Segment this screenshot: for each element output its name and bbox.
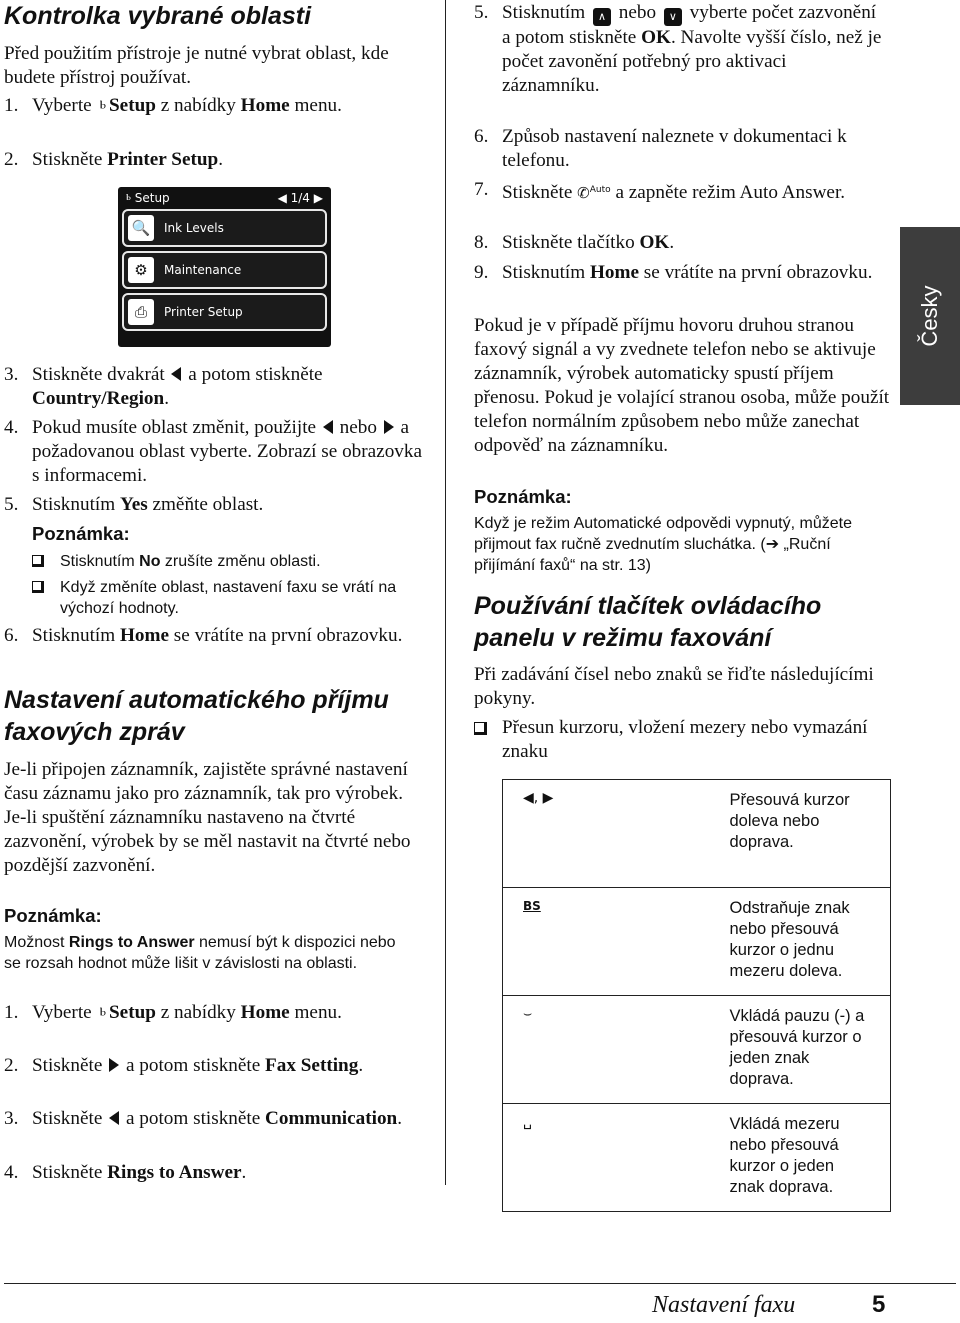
note-heading: Poznámka:: [32, 523, 130, 544]
table-row: [503, 888, 891, 996]
step-6: 6. Stisknutím Home se vrátíte na první obrazovku.: [4, 625, 403, 646]
step-5: 5. Stisknutím Yes změňte oblast.: [4, 494, 264, 515]
table-desc: Vkládá pauzu (-) a přesouvá kurzor o jeden znak doprava.: [718, 996, 891, 1104]
note-heading: Poznámka:: [4, 905, 102, 926]
bullet-cursor: Přesun kurzoru, vložení mezery nebo vymazání znaku: [474, 716, 894, 764]
lcd-item-ink-levels[interactable]: 🔍 Ink Levels: [122, 209, 327, 247]
note-text: Možnost Rings to Answer nemusí být k dispozici nebo se rozsah hodnot může lišit v závislosti na oblasti.: [4, 934, 396, 972]
wrench-icon: ⱃ: [99, 96, 107, 115]
lcd-screen: [118, 187, 331, 347]
right-arrow-icon: ▶: [313, 191, 323, 205]
table-row: [503, 996, 891, 1104]
table-desc: Přesouvá kurzor doleva nebo doprava.: [718, 780, 891, 888]
up-key-icon: ∧: [593, 8, 611, 26]
step-4: 4. Pokud musíte oblast změnit, použijte nebo a požadovanou oblast vyberte. Zobrazí se obrazovka s informacemi.: [4, 417, 422, 486]
step-9r: 9. Stisknutím Home se vrátíte na první obrazovku.: [474, 262, 873, 283]
column-divider: [445, 0, 446, 1185]
table-desc: Vkládá mezeru nebo přesouvá kurzor o jeden znak doprava.: [729, 1115, 840, 1196]
table-desc: Odstraňuje znak nebo přesouvá kurzor o jednu mezeru doleva.: [718, 888, 891, 996]
heading-auto-receive: Nastavení automatického příjmu faxových zpráv: [4, 686, 389, 746]
footer-title: Nastavení faxu: [652, 1292, 796, 1318]
wrench-icon: ⱃ: [99, 1003, 107, 1022]
footer-rule: [4, 1283, 956, 1284]
control-panel-intro: Při zadávání čísel nebo znaků se řiďte následujícími pokyny.: [474, 664, 874, 709]
arrow-ref-icon: ➔: [765, 536, 780, 553]
right-arrow-icon: [384, 420, 394, 434]
pause-key-icon: ⌣: [503, 996, 718, 1104]
step-1: 1. Vyberte ⱃ Setup z nabídky Home menu.: [4, 95, 342, 116]
step-8r: 8. Stiskněte tlačítko OK.: [474, 232, 675, 253]
checkbox-bullet-icon: [32, 555, 44, 567]
printer-icon: ⎙: [128, 299, 154, 325]
receive-info-text: Pokud je v případě příjmu hovoru druhou stranou faxový signál a vy zvednete telefon nebo se aktivuje záznamník, výrobek automaticky spustí příjem přenosu. Pokud je volající stranou osoba, může použít telefon normálním způsobem nebo může zanechat odpověď na záznamníku.: [474, 315, 890, 456]
heading-region-check: Kontrolka vybrané oblasti: [4, 2, 312, 30]
down-key-icon: ∨: [664, 8, 682, 26]
step-5r: 5. Stisknutím ∧ nebo ∨ vyberte počet zazvonění a potom stiskněte OK. Navolte vyšší číslo, než je počet zavonění potřebný pro aktivaci záznamníku.: [474, 2, 882, 96]
backspace-key-icon: BS: [503, 888, 718, 996]
ink-levels-icon: 🔍: [128, 215, 154, 241]
heading-control-panel: Používání tlačítek ovládacího panelu v režimu faxování: [474, 592, 822, 652]
left-arrow-icon: ◀: [277, 191, 287, 205]
key-table: [502, 779, 891, 1212]
phone-auto-icon: ✆$^{Auto}$: [577, 184, 611, 202]
key-arrows-icon: ◀, ▶: [503, 780, 718, 888]
lcd-item-maintenance[interactable]: ⚙ Maintenance: [122, 251, 327, 289]
language-tab: Česky: [900, 227, 960, 405]
note-bullet: Stisknutím No zrušíte změnu oblasti.: [32, 551, 424, 572]
table-row: [503, 1104, 891, 1212]
note-bullet: Když změníte oblast, nastavení faxu se vrátí na výchozí hodnoty.: [60, 579, 397, 617]
step-2b: 2. Stiskněte a potom stiskněte Fax Setting.: [4, 1055, 364, 1076]
page-number: 5: [872, 1291, 886, 1318]
lcd-title-bar: ⱃ Setup ◀ 1/4 ▶: [126, 191, 323, 205]
step-7r: 7. Stiskněte ✆$^{Auto}$ a zapněte režim Auto Answer.: [474, 179, 846, 203]
right-arrow-icon: [109, 1058, 119, 1072]
intro-text: Před použitím přístroje je nutné vybrat oblast, kde budete přístroj používat.: [4, 43, 389, 88]
maintenance-icon: ⚙: [128, 257, 154, 283]
space-key-icon: ␣: [523, 1114, 532, 1130]
note-text: Když je režim Automatické odpovědi vypnutý, můžete přijmout fax ručně zvednutím sluchátka. (➔ „Ruční přijímání faxů“ na str. 13): [474, 515, 852, 574]
step-6r: 6. Způsob nastavení naleznete v dokumentaci k telefonu.: [474, 126, 847, 171]
step-3: 3. Stiskněte dvakrát a potom stiskněte Country/Region.: [4, 364, 323, 409]
step-3b: 3. Stiskněte a potom stiskněte Communication.: [4, 1108, 403, 1129]
left-arrow-icon: [323, 420, 333, 434]
step-4b: 4. Stiskněte Rings to Answer.: [4, 1162, 247, 1183]
auto-receive-text: Je-li připojen záznamník, zajistěte správné nastavení času záznamu jako pro záznamník, tak pro výrobek. Je-li spuštění záznamníku nastaveno na čtvrté zazvonění, výrobek by se měl nastavit na čtvrté nebo pozdější zazvonění.: [4, 759, 411, 876]
left-arrow-icon: [109, 1111, 119, 1125]
wrench-icon: ⱃ: [126, 191, 131, 205]
note-heading: Poznámka:: [474, 486, 572, 507]
table-row: [503, 780, 891, 888]
step-2: 2. Stiskněte Printer Setup.: [4, 149, 223, 170]
checkbox-bullet-icon: [474, 722, 487, 735]
lcd-item-printer-setup[interactable]: ⎙ Printer Setup: [122, 293, 327, 331]
left-arrow-icon: [171, 367, 181, 381]
step-1b: 1. Vyberte ⱃ Setup z nabídky Home menu.: [4, 1002, 342, 1023]
